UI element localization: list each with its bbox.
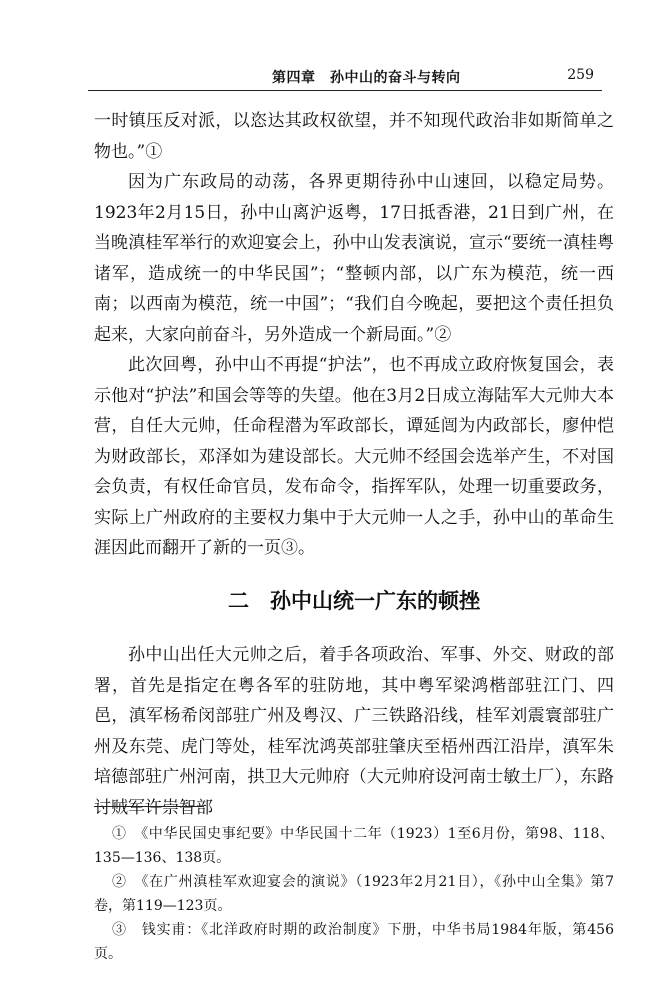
running-header [88,62,602,91]
footnote: ① 《中华民国史事纪要》中华民国十二年（1923）1至6月份，第98、118、135—136、138页。 [94,826,614,866]
chapter-title: 第四章 孙中山的奋斗与转向 [272,70,461,86]
body-text [94,106,614,564]
paragraph: 孙中山出任大元帅之后，着手各项政治、军事、外交、财政的部署，首先是指定在粤各军的驻防地，其中粤军梁鸿楷部驻江门、四邑，滇军杨希闵部驻广州及粤汉、广三铁路沿线，桂军刘震寰部驻广州及东莞、虎门等处，桂军沈鸿英部驻肇庆至梧州西江沿岸，滇军朱培德部驻广州河南，拱卫大元帅府（大元帅府设河南士敏土厂），东路讨贼军许崇智部 [94,645,614,818]
footnote: ② 《在广州滇桂军欢迎宴会的演说》（1923年2月21日），《孙中山全集》第7卷，第119—123页。 [94,874,614,914]
paragraph: 一时镇压反对派，以恣达其政权欲望，并不知现代政治非如斯简单之物也。”① [94,111,614,162]
footnote: ③ 钱实甫：《北洋政府时期的政治制度》下册，中华书局1984年版，第456页。 [94,922,614,962]
section-heading: 二 孙中山统一广东的顿挫 [228,589,480,613]
footnote-divider [94,806,204,807]
section-body-text [94,640,614,823]
paragraph: 因为广东政局的动荡，各界更期待孙中山速回，以稳定局势。1923年2月15日，孙中山离沪返粤，17日抵香港，21日到广州，在当晚滇桂军举行的欢迎宴会上，孙中山发表演说，宣示“要统一滇桂粤诸军，造成统一的中华民国”；“整顿内部，以广东为模范，统一西南；以西南为模范，统一中国”；“我们自今晚起，要把这个责任担负起来，大家向前奋斗，另外造成一个新局面。”② [94,172,614,345]
page-number: 259 [567,67,594,83]
footnotes [94,822,614,966]
paragraph: 此次回粤，孙中山不再提“护法”，也不再成立政府恢复国会，表示他对“护法”和国会等等的失望。他在3月2日成立海陆军大元帅大本营，自任大元帅，任命程潜为军政部长，谭延闿为内政部长，廖仲恺为财政部长，邓泽如为建设部长。大元帅不经国会选举产生，不对国会负责，有权任命官员，发布命令，指挥军队，处理一切重要政务，实际上广州政府的主要权力集中于大元帅一人之手，孙中山的革命生涯因此而翻开了新的一页③。 [94,355,614,558]
